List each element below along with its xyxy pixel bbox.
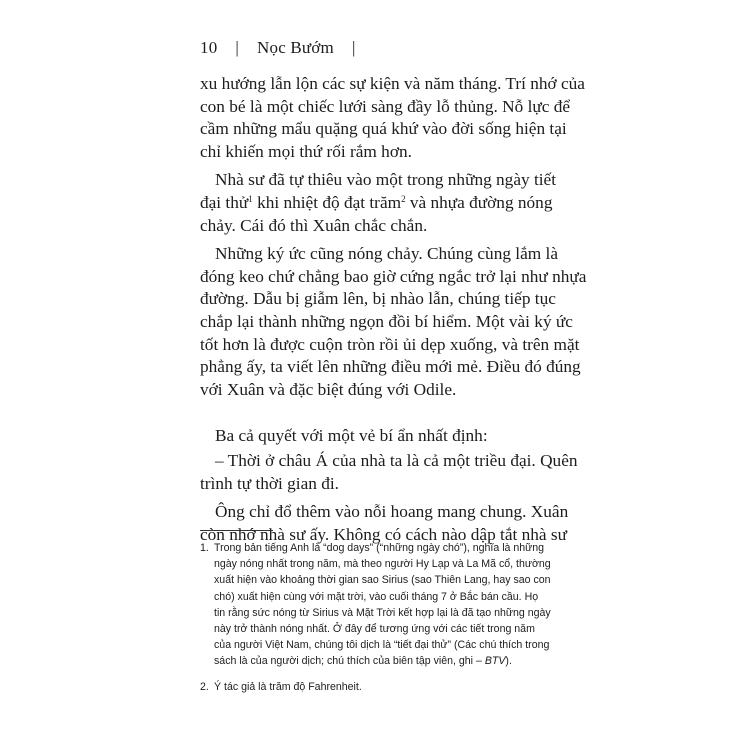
text-fragment-italic: BTV — [484, 655, 506, 668]
footnote-line: ngày nóng nhất trong năm, mà theo người Hy Lạp và La Mã cổ, thường — [214, 558, 551, 571]
footnote-1 — [200, 540, 560, 670]
text-fragment: đại thử — [200, 192, 249, 212]
footnote-line: Ý tác giả là trăm độ Fahrenheit. — [214, 680, 362, 693]
text-line: chắp lại thành những ngọn đồi bí hiểm. Một vài ký ức — [200, 311, 573, 331]
text-line: Ba cả quyết với một vẻ bí ẩn nhất định: — [215, 426, 488, 446]
text-line: còn nhớ nhà sư ấy. Không có cách nào dập tắt nhà sư — [200, 524, 567, 544]
footnote-line — [200, 653, 560, 669]
paragraph-2 — [200, 169, 558, 237]
footnote-number: 2. — [200, 680, 209, 693]
paragraph-4 — [200, 425, 558, 448]
footnotes — [200, 540, 560, 695]
text-line: tốt hơn là được cuộn tròn rồi ủi dẹp xuống, và trên mặt — [200, 334, 580, 354]
text-line: đóng keo chứ chẳng bao giờ cứng ngắc trở lại như nhựa — [200, 266, 587, 286]
text-line: phẳng ấy, ta viết lên những điều mới mẻ. Điều đó đúng — [200, 357, 581, 377]
footnote-line: Trong bản tiếng Anh là “dog days” (“những ngày chó”), nghĩa là những — [214, 542, 545, 554]
header-separator: | — [235, 38, 240, 57]
running-header — [200, 38, 374, 58]
text-line: cầm những mẩu quặng quá khứ vào đời sống hiện tại — [200, 119, 567, 139]
text-fragment: sách là của người dịch; chú thích của biên tập viên, ghi – — [214, 655, 485, 668]
text-fragment: và nhựa đường nóng — [405, 192, 553, 212]
text-line: chỉ khiến mọi thứ rối rắm hơn. — [200, 141, 412, 161]
paragraph-5 — [200, 450, 578, 495]
text-line: Ông chỉ đổ thêm vào nỗi hoang mang chung. Xuân — [215, 502, 569, 522]
text-line: trình tự thời gian đi. — [200, 473, 339, 493]
text-line: Những ký ức cũng nóng chảy. Chúng cùng lắm là — [215, 244, 559, 264]
text-fragment: ). — [505, 655, 512, 668]
footnote-ref-1[interactable]: 1 — [248, 193, 253, 204]
paragraph-3 — [200, 243, 587, 401]
footnote-2 — [200, 679, 560, 695]
text-line: với Xuân và đặc biệt đúng với Odile. — [200, 379, 457, 399]
text-line: con bé là một chiếc lưới sàng đầy lỗ thủng. Nỗ lực để — [200, 96, 571, 116]
footnote-number: 1. — [200, 542, 209, 554]
footnote-line: tin rằng sức nóng từ Sirius và Mặt Trời kết hợp lại là đã tạo những ngày — [214, 606, 551, 619]
footnote-line: của người Việt Nam, chúng tôi dịch là “tiết đại thử” (Các chú thích trong — [214, 639, 550, 652]
body-text — [200, 73, 587, 546]
book-title: Nọc Bướm — [257, 38, 334, 57]
footnote-line: xuất hiện vào khoảng thời gian sao Sirius (sao Thiên Lang, hay sao con — [214, 574, 551, 587]
footnote-divider — [200, 530, 273, 531]
header-end-separator: | — [351, 38, 356, 57]
footnote-line: chó) xuất hiện cùng với mặt trời, vào cuối tháng 7 ở Bắc bán cầu. Họ — [214, 590, 539, 603]
text-line: xu hướng lẫn lộn các sự kiện và năm tháng. Trí nhớ của — [200, 74, 585, 93]
text-line: Nhà sư đã tự thiêu vào một trong những ngày tiết — [215, 170, 557, 190]
text-line: chảy. Cái đó thì Xuân chắc chắn. — [200, 215, 428, 235]
text-fragment: khi nhiệt độ đạt trăm — [252, 192, 402, 212]
paragraph-1 — [200, 73, 585, 163]
text-line: đường. Dẫu bị giẫm lên, bị nhào lẫn, chúng tiếp tục — [200, 289, 556, 309]
footnote-line: này trở thành nóng nhất. Ở đây để tương ứng với các tiết trong năm — [214, 622, 535, 635]
page-number: 10 — [200, 38, 218, 57]
footnote-ref-2[interactable]: 2 — [401, 193, 406, 204]
text-line: – Thời ở châu Á của nhà ta là cả một triều đại. Quên — [215, 450, 578, 470]
text-line — [200, 192, 558, 215]
